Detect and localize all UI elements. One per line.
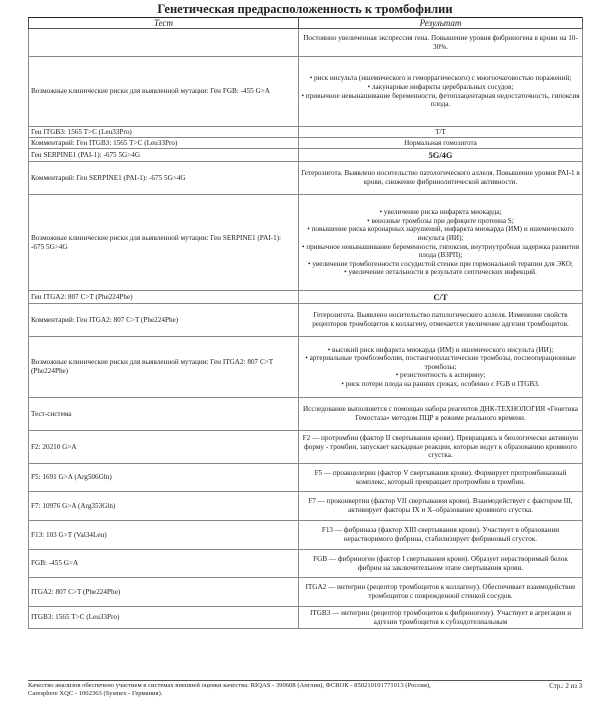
- result-line: 5G/4G: [428, 149, 453, 160]
- result-line: Постоянно увеличенная экспрессия гена. Повышение уровня фибриногена в крови на 10-30%.: [303, 33, 578, 51]
- result-cell: [299, 464, 583, 492]
- result-line: Гетерозигота. Выявлено носительство патологического аллеля. Повышение уровня PAI-1 в крови, снижение фибринолитической активности.: [301, 169, 580, 186]
- result-cell: [299, 398, 583, 431]
- table-row: [29, 29, 583, 57]
- results-table: [28, 17, 583, 629]
- test-cell: F13: 103 G>T (Val34Leu): [29, 521, 299, 550]
- result-line: Нормальная гомозигота: [404, 138, 477, 147]
- result-cell: [299, 29, 583, 57]
- test-cell: Ген ITGB3: 1565 T>C (Leu33Pro): [29, 127, 299, 138]
- test-cell: F7: 10976 G>A (Arg353Gln): [29, 492, 299, 521]
- table-row: [29, 464, 583, 492]
- result-cell: [299, 162, 583, 195]
- result-line: • высокий риск инфаркта миокарда (ИМ) и ишемического инсульта (ИИ);: [327, 345, 554, 354]
- test-cell: Тест-система: [29, 398, 299, 431]
- footer-quality-note: Качество анализов обеспечено участием в системах внешней оценки качества: RIQAS - 390608 (Англия), ФСВОК - 850210101771013 (Россия), Caresphere XQC - 1002363 (Sysmex - Германия).: [28, 682, 431, 697]
- test-cell: FGB: -455 G>A: [29, 550, 299, 578]
- header-test: Тест: [29, 18, 299, 29]
- table-row: [29, 291, 583, 304]
- result-line: Исследование выполняется с помощью набора реагентов ДНК-ТЕХНОЛОГИЯ «Генетика Гемостаза» методом ПЦР в режиме реального времени.: [302, 405, 579, 422]
- footer: [28, 680, 582, 698]
- result-line: • венозные тромбозы при дефиците протеина S;: [367, 216, 514, 225]
- test-cell: ITGA2: 807 C>T (Phe224Phe): [29, 578, 299, 607]
- result-line: • привычное невынашивание беременности, гипоксия, внутриутробная задержка развития плода (ВЗРП);: [301, 242, 580, 260]
- table-row: [29, 492, 583, 521]
- result-line: F13 — фибриназа (фактор XIII свертывания крови). Участвует в образовании нерастворимого фибрина, стабилизирует фибриновый сгусток.: [321, 526, 560, 543]
- result-line: FGB — фибриноген (фактор I свертывания крови). Образует нерастворимый белок фибрин на заключительном этапе свертывания крови.: [313, 554, 568, 572]
- table-row: [29, 149, 583, 162]
- table-row: [29, 550, 583, 578]
- table-row: [29, 127, 583, 138]
- test-cell: Ген ITGA2: 807 C>T (Phe224Phe): [29, 291, 299, 304]
- table-row: [29, 195, 583, 291]
- table-row: [29, 521, 583, 550]
- result-line: • привычное невынашивание беременности, фетоплацентарная недостаточность, гипоксия плода.: [301, 91, 580, 109]
- result-line: • лакунарные инфаркты церебральных сосудов;: [367, 82, 514, 91]
- result-cell: [299, 304, 583, 337]
- test-cell: Возможные клинические риски для выявленной мутации: Ген ITGA2: 807 C>T (Phe224Phe): [29, 337, 299, 398]
- table-row: [29, 162, 583, 195]
- table-row: [29, 578, 583, 607]
- test-cell: Ген SERPINE1 (PAI-1): -675 5G>4G: [29, 149, 299, 162]
- test-cell: [29, 29, 299, 57]
- test-cell: Комментарий: Ген SERPINE1 (PAI-1): -675 5G>4G: [29, 162, 299, 195]
- table-row: [29, 57, 583, 127]
- result-line: • артериальные тромбоэмболии, постангиопластические тромбозы, послеоперационные тромбозы;: [305, 354, 576, 371]
- result-cell: [299, 578, 583, 607]
- result-cell: [299, 138, 583, 149]
- page-number: Стр.: 2 из 3: [549, 683, 582, 690]
- test-cell: Комментарий: Ген ITGA2: 807 C>T (Phe224Phe): [29, 304, 299, 337]
- result-cell: [299, 492, 583, 521]
- table-row: [29, 607, 583, 629]
- table-row: [29, 138, 583, 149]
- result-line: C/T: [433, 291, 448, 302]
- result-cell: [299, 431, 583, 464]
- result-line: • риск потери плода на ранних сроках, особенно с FGB и ITGB3.: [341, 379, 540, 388]
- result-line: • резистентность к аспирину;: [395, 371, 486, 380]
- test-cell: ITGB3: 1565 T>C (Leu33Pro): [29, 607, 299, 629]
- result-line: • увеличение риска инфаркта миокарда;: [379, 208, 502, 217]
- test-cell: F5: 1691 G>A (Arg506Gln): [29, 464, 299, 492]
- result-line: F2 — протромбин (фактор II свертывания крови). Превращаясь в биологически активную форму - тромбин, запускает каскадные реакции, которые ведут к образованию кровяного сгустка.: [302, 434, 579, 460]
- result-cell: [299, 57, 583, 127]
- header-result: Результат: [299, 18, 583, 29]
- test-cell: Комментарий: Ген ITGB3: 1565 T>C (Leu33Pro): [29, 138, 299, 149]
- result-cell: [299, 550, 583, 578]
- result-cell: [299, 127, 583, 138]
- result-line: ITGA2 — интегрин (рецептор тромбоцитов к коллагену). Обеспечивает взаимодействие тромбоцитов с поврежденной стенкой сосудов.: [305, 583, 576, 600]
- table-row: [29, 304, 583, 337]
- result-line: • риск инсульта (ишемического и геморрагического) с многоочаговостью поражений;: [309, 74, 572, 83]
- result-cell: [299, 521, 583, 550]
- result-cell: [299, 291, 583, 304]
- test-cell: F2: 20210 G>A: [29, 431, 299, 464]
- page-title: Генетическая предрасположенность к тромбофилии: [157, 2, 453, 16]
- result-line: • повышение риска коронарных нарушений, инфаркта миокарда (ИМ) и ишемического инсульта (ИИ);: [307, 225, 574, 242]
- test-cell: Возможные клинические риски для выявленной мутации: Ген SERPINE1 (PAI-1): -675 5G>4G: [29, 195, 299, 291]
- table-row: [29, 431, 583, 464]
- test-cell: Возможные клинические риски для выявленной мутации: Ген FGB: -455 G>A: [29, 57, 299, 127]
- result-line: F7 — проконвертин (фактор VII свертывания крови). Взаимодействует с фактором III, активирует факторы IX и X–образование кровяного сгустка.: [308, 497, 573, 514]
- result-cell: [299, 607, 583, 629]
- result-line: • увеличение тромбогенности сосудистой стенки при гормональной терапии для ЭКО;: [308, 259, 573, 268]
- result-cell: [299, 337, 583, 398]
- result-line: ITGB3 — интегрин (рецептор тромбоцитов к фибриногену). Участвует в агрегации и адгезии тромбоцитов к субэндотелиальным: [309, 608, 572, 626]
- table-header-row: [29, 18, 583, 29]
- result-line: F5 — проакцелерин (фактор V свертывания крови). Формирует протромбиназный комплекс, который превращает протромбин в тромбин.: [314, 468, 567, 486]
- table-row: [29, 398, 583, 431]
- result-line: T/T: [435, 127, 446, 136]
- table-row: [29, 337, 583, 398]
- result-line: • увеличение летальности в результате септических инфекций.: [344, 268, 537, 277]
- result-line: Гетерозигота. Выявлено носительство патологического аллеля. Изменение свойств рецепторов тромбоцитов к коллагену, отмечается увеличение адгезии тромбоцитов.: [312, 311, 569, 328]
- result-cell: [299, 195, 583, 291]
- result-cell: [299, 149, 583, 162]
